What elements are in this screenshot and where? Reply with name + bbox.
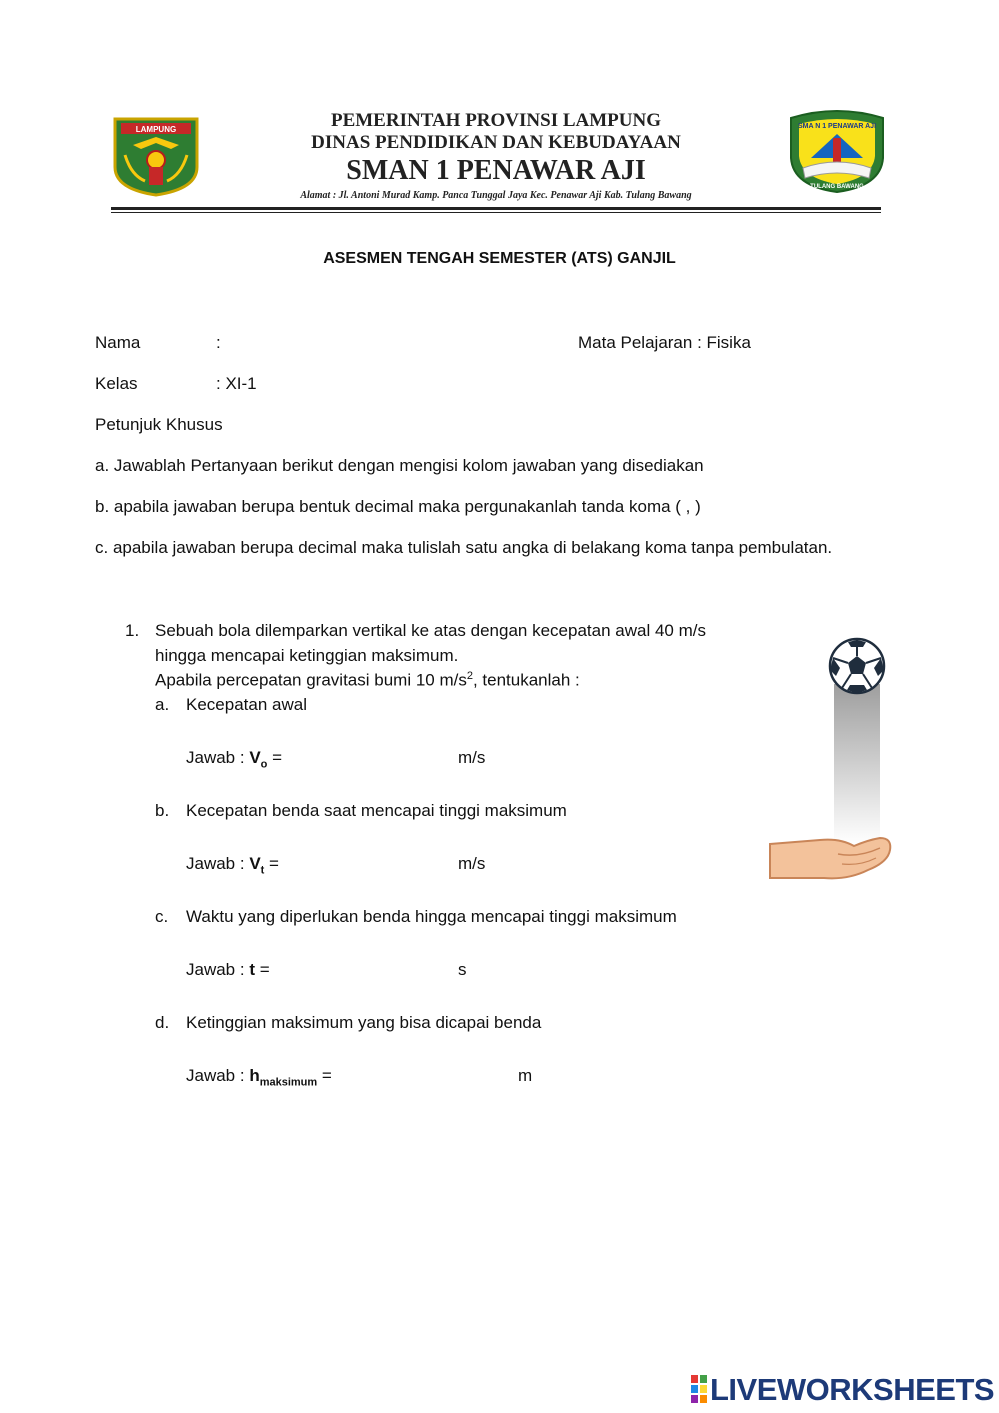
kelas-value: : XI-1 (216, 374, 257, 393)
part-a-letter: a. (155, 695, 170, 714)
header-school-name: SMAN 1 PENAWAR AJI (346, 155, 646, 186)
logo-right-bottom-label: TULANG BAWANG (810, 184, 864, 190)
lampung-province-logo (111, 115, 201, 197)
answer-input-c[interactable] (284, 957, 448, 981)
ball-throw-illustration (768, 632, 894, 884)
question-number: 1. (125, 621, 140, 640)
instructions-heading: Petunjuk Khusus (95, 415, 223, 434)
part-a-answer-label: Jawab : $V_o$ = (186, 748, 283, 771)
part-c-unit: s (458, 960, 467, 979)
part-d-text: Ketinggian maksimum yang bisa dicapai benda (186, 1013, 542, 1032)
part-a-text: Kecepatan awal (186, 695, 307, 714)
header-address: Alamat : Jl. Antoni Murad Kamp. Panca Tunggal Jaya Kec. Penawar Aji Kab. Tulang Bawang (300, 190, 692, 201)
part-b-answer-label: Jawab : $V_t$ = (186, 854, 279, 877)
question-line-2: hingga mencapai ketinggian maksimum. (155, 646, 459, 665)
gravity-exponent: 2 (466, 670, 473, 682)
header-rule-thick (111, 207, 881, 210)
exam-title: ASESMEN TENGAH SEMESTER (ATS) GANJIL (323, 250, 676, 267)
part-d-answer-label: Jawab : $h_{maksimum}$ = (186, 1066, 332, 1089)
part-c-letter: c. (155, 907, 169, 926)
question-line-1: Sebuah bola dilemparkan vertikal ke atas dengan kecepatan awal 40 m/s (155, 621, 706, 640)
part-b-unit: m/s (458, 854, 486, 873)
liveworksheets-wordmark: LIVEWORKSHEETS (710, 1372, 995, 1407)
instruction-b: b. apabila jawaban berupa bentuk decimal maka pergunakanlah tanda koma ( , ) (95, 497, 701, 516)
part-b-letter: b. (155, 801, 170, 820)
instruction-c: c. apabila jawaban berupa decimal maka tulislah satu angka di belakang koma tanpa pembulatan. (95, 538, 833, 557)
mata-pelajaran: Mata Pelajaran : Fisika (578, 333, 751, 352)
soccer-ball-icon (830, 639, 884, 693)
question-line-3: Apabila percepatan gravitasi bumi 10 $m/s^2$, tentukanlah : (155, 670, 580, 690)
part-a-unit: m/s (458, 748, 486, 767)
nama-input[interactable] (228, 331, 562, 355)
part-c-answer-label: Jawab : t = (186, 960, 270, 979)
motion-trail (834, 684, 880, 844)
answer-input-a[interactable] (296, 745, 450, 769)
liveworksheets-logo[interactable] (690, 1372, 995, 1407)
answer-input-b[interactable] (292, 851, 446, 875)
nama-label: Nama (95, 333, 141, 352)
logo-left-label: LAMPUNG (135, 125, 177, 134)
header-government: PEMERINTAH PROVINSI LAMPUNG (330, 110, 662, 131)
kelas-label: Kelas (95, 374, 138, 393)
nama-colon: : (216, 333, 221, 352)
hand-icon (770, 838, 890, 878)
part-d-unit: m (518, 1066, 533, 1085)
answer-input-d[interactable] (352, 1063, 506, 1087)
school-logo (781, 108, 893, 194)
part-d-letter: d. (155, 1013, 170, 1032)
part-c-text: Waktu yang diperlukan benda hingga mencapai tinggi maksimum (186, 907, 677, 926)
logo-right-top-label: SMA N 1 PENAWAR AJI (797, 123, 877, 130)
instruction-a: a. Jawablah Pertanyaan berikut dengan mengisi kolom jawaban yang disediakan (95, 456, 704, 475)
header-rule-thin (111, 212, 881, 213)
part-b-text: Kecepatan benda saat mencapai tinggi maksimum (186, 801, 567, 820)
header-department: DINAS PENDIDIKAN DAN KEBUDAYAAN (311, 132, 681, 153)
